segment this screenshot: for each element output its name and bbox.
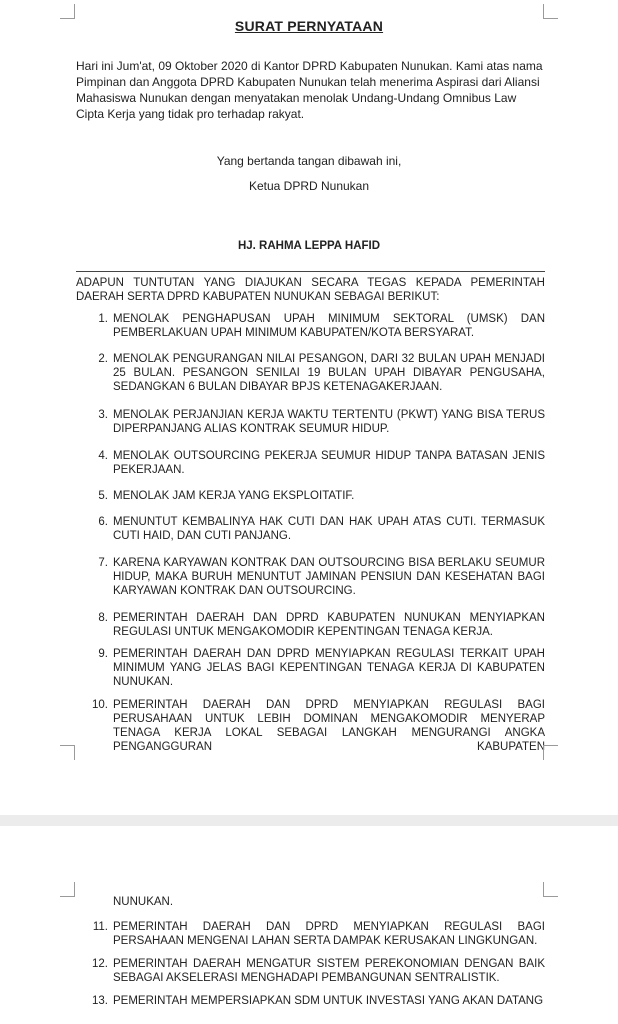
- demand-text: PEMERINTAH DAERAH DAN DPRD MENYIAPKAN REGULASI BAGI PERUSAHAAN UNTUK LEBIH DOMINAN MENGAKOMODIR MENYERAP TENAGA KERJA LOKAL SEBAGAI LANGKAH MENGURANGI ANGKA PENGANGGURAN KABUPATEN: [113, 699, 545, 753]
- demand-item: [76, 957, 545, 985]
- demand-number: 6.: [98, 516, 108, 528]
- demand-number: 13.: [92, 995, 108, 1007]
- demand-number: 2.: [98, 353, 108, 365]
- crop-mark-top-right: [543, 4, 558, 19]
- demand-number: 10.: [92, 699, 108, 711]
- demands-heading: ADAPUN TUNTUTAN YANG DIAJUKAN SECARA TEGAS KEPADA PEMERINTAH DAERAH SERTA DPRD KABUPATEN NUNUKAN SEBAGAI BERIKUT:: [76, 277, 545, 303]
- signatory-position: Ketua DPRD Nunukan: [248, 179, 370, 193]
- demand-text: PEMERINTAH DAERAH MENGATUR SISTEM PEREKONOMIAN DENGAN BAIK SEBAGAI AKSELERASI MENGHADAPI PEMBANGUNAN SENTRALISTIK.: [113, 958, 545, 984]
- demand-text: PEMERINTAH DAERAH DAN DPRD MENYIAPKAN REGULASI BAGI PERSAHAAN MENGENAI LAHAN SERTA DAMPAK KERUSAKAN LINGKUNGAN.: [113, 921, 545, 947]
- demand-item: [76, 352, 545, 394]
- demand-item: [76, 647, 545, 689]
- crop-mark-bottom-right: [543, 745, 558, 760]
- demand-item: [76, 556, 545, 598]
- demand-text: MENOLAK OUTSOURCING PEKERJA SEUMUR HIDUP TANPA BATASAN JENIS PEKERJAAN.: [113, 450, 545, 476]
- demand-number: 1.: [98, 313, 108, 325]
- demand-item: [76, 489, 545, 503]
- demand-text: MENOLAK PENGHAPUSAN UPAH MINIMUM SEKTORAL (UMSK) DAN PEMBERLAKUAN UPAH MINIMUM KABUPATEN/KOTA BERSYARAT.: [113, 313, 545, 339]
- signatory-intro: Yang bertanda tangan dibawah ini,: [216, 154, 402, 168]
- demand-text: MENOLAK JAM KERJA YANG EKSPLOITATIF.: [113, 490, 355, 502]
- demand-item: [76, 994, 545, 1008]
- demand-text: KARENA KARYAWAN KONTRAK DAN OUTSOURCING BISA BERLAKU SEUMUR HIDUP, MAKA BURUH MENUNTUT JAMINAN PENSIUN DAN KESEHATAN BAGI KARYAWAN KONTRAK DAN OUTSOURCING.: [113, 557, 545, 597]
- demand-item: [76, 449, 545, 477]
- crop-mark-top-left: [60, 4, 75, 19]
- demand-number: 11.: [92, 921, 108, 933]
- demand-number: 12.: [92, 958, 108, 970]
- crop-mark-top-left: [60, 882, 75, 897]
- demand-item: [76, 920, 545, 948]
- demand-text: MENOLAK PENGURANGAN NILAI PESANGON, DARI 32 BULAN UPAH MENJADI 25 BULAN. PESANGON SENILAI 19 BULAN UPAH DIBAYAR PENGUSAHA, SEDANGKAN 6 BULAN DIBAYAR BPJS KETENAGAKERJAAN.: [113, 353, 545, 393]
- demand-number: 8.: [98, 612, 108, 624]
- signatory-name: HJ. RAHMA LEPPA HAFID: [237, 240, 381, 252]
- document-title: SURAT PERNYATAAN: [234, 18, 384, 34]
- demand-item: [76, 515, 545, 543]
- demand-text: MENOLAK PERJANJIAN KERJA WAKTU TERTENTU (PKWT) YANG BISA TERUS DIPERPANJANG ALIAS KONTRAK SEUMUR HIDUP.: [113, 409, 545, 435]
- demand-number: 7.: [98, 557, 108, 569]
- crop-mark-top-right: [543, 882, 558, 897]
- crop-mark-bottom-left: [60, 745, 75, 760]
- demand-number: 5.: [98, 490, 108, 502]
- continuation-text: NUNUKAN.: [113, 896, 174, 908]
- intro-paragraph: Hari ini Jum'at, 09 Oktober 2020 di Kantor DPRD Kabupaten Nunukan. Kami atas nama Pimpinan dan Anggota DPRD Kabupaten Nunukan telah menerima Aspirasi dari Aliansi Mahasiswa Nunukan dengan menyatakan menolak Undang-Undang Omnibus Law Cipta Kerja yang tidak pro terhadap rakyat.: [76, 59, 543, 121]
- demand-item: [76, 312, 545, 340]
- divider: [76, 271, 545, 272]
- demand-item: [76, 611, 545, 639]
- demand-item: [76, 698, 545, 754]
- demand-text: PEMERINTAH DAERAH DAN DPRD KABUPATEN NUNUKAN MENYIAPKAN REGULASI UNTUK MENGAKOMODIR KEPENTINGAN TENAGA KERJA.: [113, 612, 545, 638]
- demand-text: PEMERINTAH DAERAH DAN DPRD MENYIAPKAN REGULASI TERKAIT UPAH MINIMUM YANG JELAS BAGI KEPENTINGAN TENAGA KERJA DI KABUPATEN NUNUKAN.: [113, 648, 545, 688]
- demand-number: 4.: [98, 450, 108, 462]
- demand-number: 9.: [98, 648, 108, 660]
- demand-number: 3.: [98, 409, 108, 421]
- demand-item: [76, 408, 545, 436]
- demand-text: PEMERINTAH MEMPERSIAPKAN SDM UNTUK INVESTASI YANG AKAN DATANG: [113, 995, 544, 1007]
- demand-text: MENUNTUT KEMBALINYA HAK CUTI DAN HAK UPAH ATAS CUTI. TERMASUK CUTI HAID, DAN CUTI PANJANG.: [113, 516, 545, 542]
